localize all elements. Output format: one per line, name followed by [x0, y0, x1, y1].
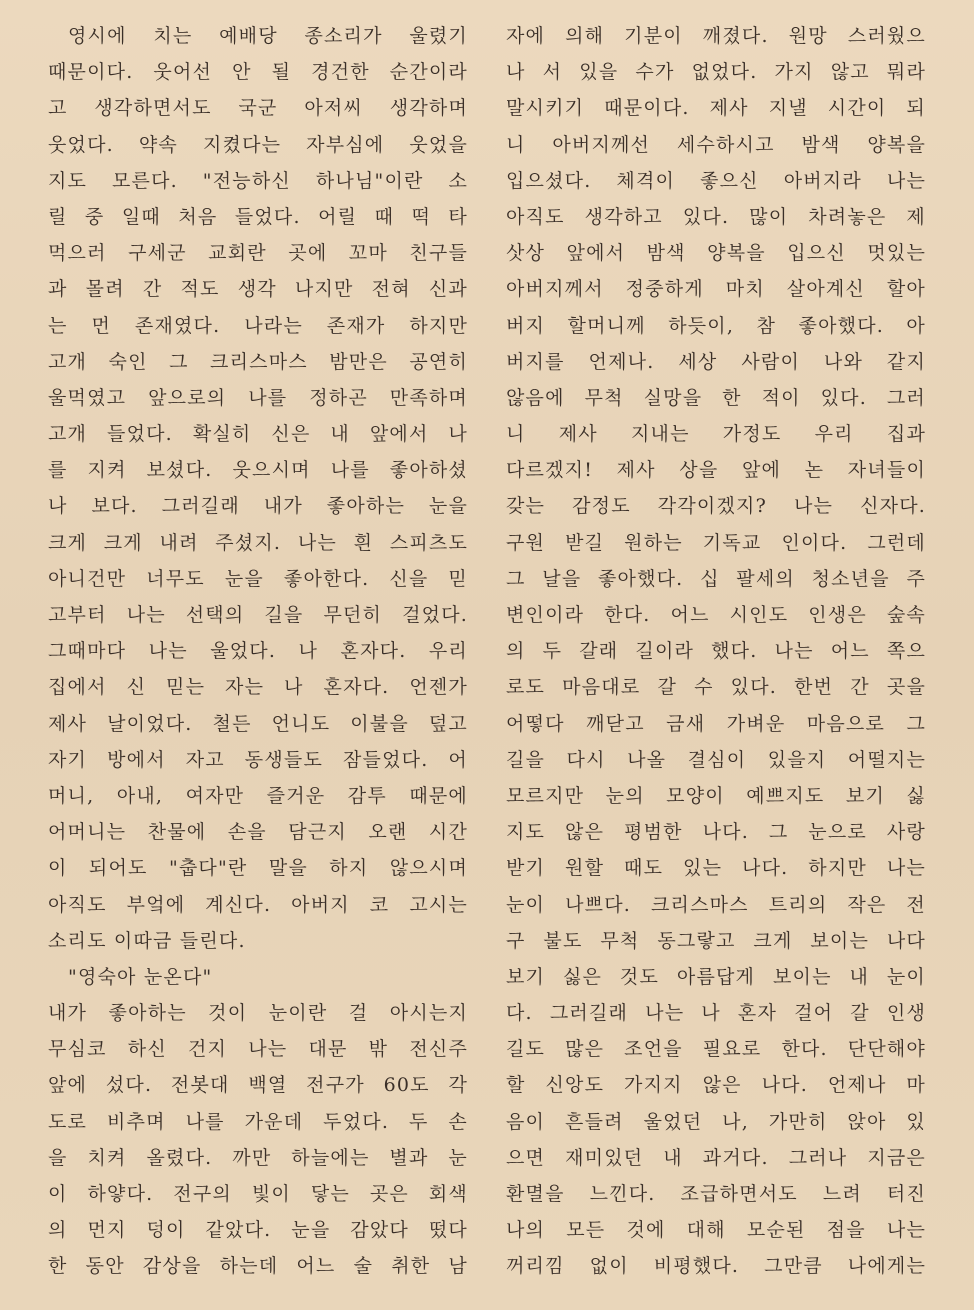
text-line: 무심코 하신 건지 나는 대문 밖 전신주	[48, 1038, 468, 1061]
text-line: 로도 마음대로 갈 수 있다. 한번 간 곳을	[506, 676, 926, 699]
text-line: 크게 크게 내려 주셨지. 나는 흰 스피츠도	[48, 531, 468, 554]
text-line: 울먹였고 앞으로의 나를 정하곤 만족하며	[48, 386, 468, 409]
text-line: 어머니는 찬물에 손을 담근지 오랜 시간	[48, 821, 468, 844]
text-line: 음이 흔들려 울었던 나, 가만히 앉아 있	[506, 1110, 926, 1133]
text-line: 를 지켜 보셨다. 웃으시며 나를 좋아하셨	[48, 459, 468, 482]
text-line: 고 생각하면서도 국군 아저씨 생각하며	[48, 97, 468, 120]
text-line: 길을 다시 나올 결심이 있을지 어떨지는	[506, 748, 926, 771]
text-line: 할 신앙도 가지지 않은 나다. 언제나 마	[506, 1074, 926, 1097]
text-line: 한 동안 감상을 하는데 어느 술 취한 남	[48, 1255, 468, 1278]
text-line: 어떻다 깨닫고 금새 가벼운 마음으로 그	[506, 712, 926, 735]
text-line: 아직도 생각하고 있다. 많이 차려놓은 제	[506, 205, 926, 228]
text-line: 의 먼지 덩이 같았다. 눈을 감았다 떴다	[48, 1219, 468, 1242]
text-line: 갖는 감정도 각각이겠지? 나는 신자다.	[506, 495, 926, 518]
text-line: 버지 할머니께 하듯이, 참 좋아했다. 아	[506, 314, 926, 337]
text-line: 먹으러 구세군 교회란 곳에 꼬마 친구들	[48, 242, 468, 265]
text-line: 는 먼 존재였다. 나라는 존재가 하지만	[48, 314, 468, 337]
text-line: 입으셨다. 체격이 좋으신 아버지라 나는	[506, 169, 926, 192]
text-line: 구원 받길 원하는 기독교 인이다. 그런데	[506, 531, 926, 554]
text-line: "영숙아 눈온다"	[68, 965, 213, 988]
text-line: 제사 날이었다. 철든 언니도 이불을 덮고	[48, 712, 468, 735]
text-line: 길도 많은 조언을 필요로 한다. 단단해야	[506, 1038, 926, 1061]
text-line: 이 하얗다. 전구의 빛이 닿는 곳은 회색	[48, 1183, 468, 1205]
text-line: 고부터 나는 선택의 길을 무던히 걸었다.	[48, 604, 468, 626]
text-line: 모르지만 눈의 모양이 예쁘지도 보기 싫	[506, 784, 926, 807]
text-line: 때문이다. 웃어선 안 될 경건한 순간이라	[48, 61, 468, 84]
text-line: 웃었다. 약속 지켰다는 자부심에 웃었을	[48, 133, 468, 156]
text-line: 구 불도 무척 동그랗고 크게 보이는 나다	[506, 929, 926, 952]
text-line: 니 아버지께선 세수하시고 밤색 양복을	[506, 133, 926, 156]
text-line: 아니건만 너무도 눈을 좋아한다. 신을 믿	[48, 567, 468, 590]
text-line: 환멸을 느낀다. 조급하면서도 느려 터진	[506, 1183, 926, 1205]
text-line: 삿상 앞에서 밤색 양복을 입으신 멋있는	[506, 242, 926, 265]
text-line: 앞에 섰다. 전봇대 백열 전구가 60도 각	[48, 1074, 468, 1097]
text-line: 버지를 언제나. 세상 사람이 나와 같지	[506, 350, 926, 373]
text-line: 지도 않은 평범한 나다. 그 눈으로 사랑	[506, 821, 926, 844]
left-text-column	[48, 18, 468, 1285]
text-line: 과 몰려 간 적도 생각 나지만 전혀 신과	[48, 278, 468, 301]
text-line: 받기 원할 때도 있는 나다. 하지만 나는	[506, 857, 926, 880]
text-line: 아직도 부엌에 계신다. 아버지 코 고시는	[48, 893, 468, 916]
text-line: 내가 좋아하는 것이 눈이란 걸 아시는지	[48, 1002, 468, 1025]
text-line: 지도 모른다. "전능하신 하나님"이란 소	[48, 169, 468, 192]
text-line: 아버지께서 정중하게 마치 살아계신 할아	[506, 278, 926, 301]
text-line: 그때마다 나는 울었다. 나 혼자다. 우리	[48, 640, 468, 663]
text-line: 을 치켜 올렸다. 까만 하늘에는 별과 눈	[48, 1146, 468, 1169]
text-line: 도로 비추며 나를 가운데 두었다. 두 손	[48, 1110, 468, 1133]
right-text-column	[506, 18, 926, 1285]
text-line: 다르겠지! 제사 상을 앞에 논 자녀들이	[506, 459, 926, 482]
text-line: 영시에 치는 예배당 종소리가 울렸기	[68, 25, 468, 47]
text-line: 꺼리낌 없이 비평했다. 그만큼 나에게는	[506, 1255, 926, 1278]
text-line: 자기 방에서 자고 동생들도 잠들었다. 어	[48, 748, 468, 771]
text-line: 이 되어도 "춥다"란 말을 하지 않으시며	[48, 857, 468, 880]
text-line: 릴 중 일때 처음 들었다. 어릴 때 떡 타	[48, 205, 468, 228]
text-line: 나 서 있을 수가 없었다. 가지 않고 뭐라	[506, 61, 926, 84]
text-line: 의 두 갈래 길이라 했다. 나는 어느 쪽으	[506, 640, 926, 663]
text-line: 않음에 무척 실망을 한 적이 있다. 그러	[506, 386, 926, 409]
text-line: 다. 그러길래 나는 나 혼자 걸어 갈 인생	[506, 1002, 926, 1025]
text-line: 보기 싫은 것도 아름답게 보이는 내 눈이	[506, 965, 926, 988]
text-line: 변인이라 한다. 어느 시인도 인생은 숲속	[506, 604, 926, 626]
text-line: 말시키기 때문이다. 제사 지낼 시간이 되	[506, 97, 926, 120]
text-line: 나의 모든 것에 대해 모순된 점을 나는	[506, 1219, 926, 1242]
text-line: 머니, 아내, 여자만 즐거운 감투 때문에	[48, 784, 468, 807]
text-line: 자에 의해 기분이 깨졌다. 원망 스러웠으	[506, 25, 926, 47]
text-line: 으면 재미있던 내 과거다. 그러나 지금은	[506, 1146, 926, 1169]
text-line: 집에서 신 믿는 자는 나 혼자다. 언젠가	[48, 676, 468, 699]
text-line: 그 날을 좋아했다. 십 팔세의 청소년을 주	[506, 567, 926, 590]
text-line: 고개 들었다. 확실히 신은 내 앞에서 나	[48, 423, 468, 446]
text-line: 니 제사 지내는 가정도 우리 집과	[506, 423, 926, 446]
text-line: 소리도 이따금 들린다.	[48, 929, 246, 952]
text-line: 눈이 나쁘다. 크리스마스 트리의 작은 전	[506, 893, 926, 916]
text-line: 고개 숙인 그 크리스마스 밤만은 공연히	[48, 350, 468, 373]
text-line: 나 보다. 그러길래 내가 좋아하는 눈을	[48, 495, 468, 518]
